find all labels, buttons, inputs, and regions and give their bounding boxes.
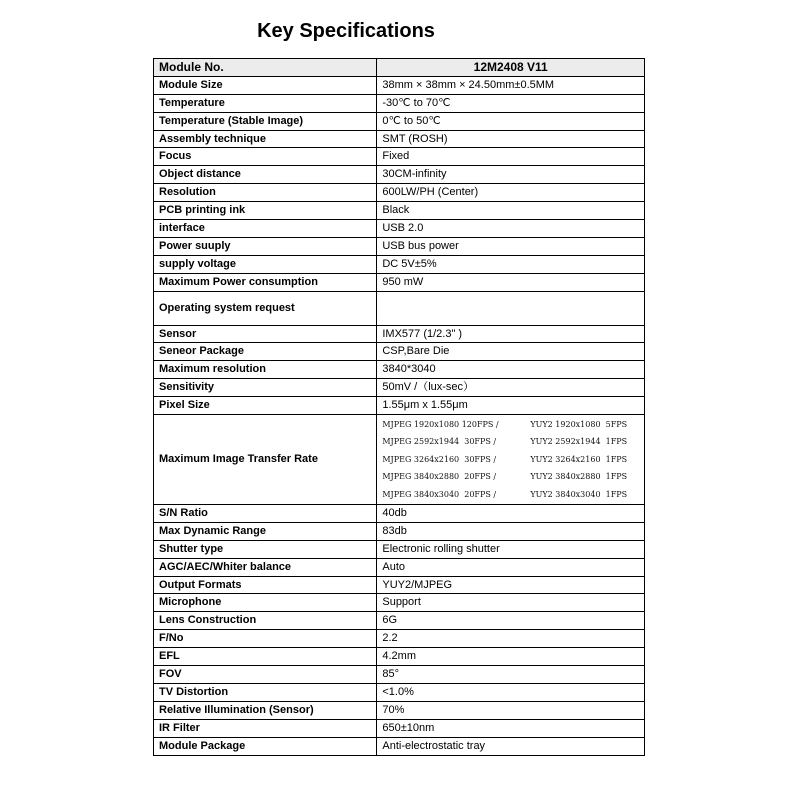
spec-value: 950 mW [377, 273, 645, 291]
table-row [154, 397, 645, 415]
table-row [154, 273, 645, 291]
spec-value: 650±10nm [377, 719, 645, 737]
spec-value: <1.0% [377, 683, 645, 701]
list-item [382, 433, 644, 451]
table-row [154, 130, 645, 148]
spec-label: Object distance [154, 166, 377, 184]
spec-label: Resolution [154, 184, 377, 202]
spec-label: supply voltage [154, 255, 377, 273]
table-row [154, 325, 645, 343]
spec-label: Lens Construction [154, 612, 377, 630]
table-row [154, 666, 645, 684]
table-header-row [154, 59, 645, 77]
spec-value: 40db [377, 505, 645, 523]
spec-label: Maximum resolution [154, 361, 377, 379]
table-row [154, 630, 645, 648]
spec-label: TV Distortion [154, 683, 377, 701]
spec-value: 1.55μm x 1.55μm [377, 397, 645, 415]
spec-value: 83db [377, 522, 645, 540]
spec-value: -30℃ to 70℃ [377, 94, 645, 112]
table-row [154, 540, 645, 558]
spec-value: Fixed [377, 148, 645, 166]
spec-label: EFL [154, 648, 377, 666]
spec-value: Electronic rolling shutter [377, 540, 645, 558]
spec-value: 38mm × 38mm × 24.50mm±0.5MM [377, 76, 645, 94]
spec-value: 600LW/PH (Center) [377, 184, 645, 202]
spec-label: Relative Illumination (Sensor) [154, 701, 377, 719]
table-row [154, 612, 645, 630]
spec-value: 6G [377, 612, 645, 630]
spec-label: Module Size [154, 76, 377, 94]
spec-value: Black [377, 202, 645, 220]
spec-value: IMX577 (1/2.3" ) [377, 325, 645, 343]
spec-value: CSP,Bare Die [377, 343, 645, 361]
spec-value: 30CM-infinity [377, 166, 645, 184]
mjpeg-rate: MJPEG 3840x3040 20FPS / [382, 489, 497, 499]
table-row [154, 648, 645, 666]
table-row [154, 719, 645, 737]
table-row [154, 148, 645, 166]
spec-label: Temperature (Stable Image) [154, 112, 377, 130]
transfer-rate-list [382, 416, 644, 504]
table-row [154, 184, 645, 202]
spec-label: FOV [154, 666, 377, 684]
page-title: Key Specifications [257, 20, 435, 42]
table-row [154, 361, 645, 379]
table-row [154, 576, 645, 594]
spec-value: YUY2/MJPEG [377, 576, 645, 594]
spec-value: 70% [377, 701, 645, 719]
list-item [382, 486, 644, 504]
table-row [154, 255, 645, 273]
spec-value: SMT (ROSH) [377, 130, 645, 148]
mjpeg-rate: MJPEG 3840x2880 20FPS / [382, 472, 497, 482]
table-row [154, 291, 645, 325]
table-row [154, 558, 645, 576]
spec-label: Seneor Package [154, 343, 377, 361]
list-item [382, 451, 644, 469]
spec-value: DC 5V±5% [377, 255, 645, 273]
table-row [154, 202, 645, 220]
spec-label: Operating system request [154, 291, 377, 325]
list-item [382, 468, 644, 486]
spec-value: 3840*3040 [377, 361, 645, 379]
spec-label: Max Dynamic Range [154, 522, 377, 540]
spec-value: Support [377, 594, 645, 612]
table-row [154, 76, 645, 94]
spec-value: 2.2 [377, 630, 645, 648]
spec-value [377, 291, 645, 325]
spec-label: IR Filter [154, 719, 377, 737]
spec-label: Microphone [154, 594, 377, 612]
spec-label: Maximum Image Transfer Rate [154, 415, 377, 505]
yuy2-rate: YUY2 3840x2880 1FPS [530, 472, 628, 482]
yuy2-rate: YUY2 2592x1944 1FPS [530, 437, 628, 447]
spec-label: Output Formats [154, 576, 377, 594]
table-row [154, 94, 645, 112]
table-row [154, 220, 645, 238]
spec-label: Pixel Size [154, 397, 377, 415]
spec-label: F/No [154, 630, 377, 648]
spec-value: Auto [377, 558, 645, 576]
mjpeg-rate: MJPEG 2592x1944 30FPS / [382, 437, 497, 447]
spec-value: USB 2.0 [377, 220, 645, 238]
spec-label: Module No. [154, 59, 377, 77]
spec-label: Focus [154, 148, 377, 166]
table-row [154, 237, 645, 255]
spec-label: Temperature [154, 94, 377, 112]
yuy2-rate: YUY2 3840x3040 1FPS [530, 489, 628, 499]
spec-value: Anti-electrostatic tray [377, 737, 645, 755]
table-row [154, 415, 645, 505]
yuy2-rate: YUY2 1920x1080 5FPS [530, 419, 628, 429]
spec-value: USB bus power [377, 237, 645, 255]
table-row [154, 737, 645, 755]
spec-label: Assembly technique [154, 130, 377, 148]
spec-label: interface [154, 220, 377, 238]
spec-value: 85° [377, 666, 645, 684]
table-row [154, 683, 645, 701]
spec-label: PCB printing ink [154, 202, 377, 220]
yuy2-rate: YUY2 3264x2160 1FPS [530, 454, 628, 464]
mjpeg-rate: MJPEG 1920x1080 120FPS / [382, 419, 499, 429]
spec-label: Maximum Power consumption [154, 273, 377, 291]
table-row [154, 166, 645, 184]
spec-value: 12M2408 V11 [377, 59, 645, 77]
table-row [154, 343, 645, 361]
spec-label: Power suuply [154, 237, 377, 255]
spec-label: AGC/AEC/Whiter balance [154, 558, 377, 576]
mjpeg-rate: MJPEG 3264x2160 30FPS / [382, 454, 497, 464]
spec-value [377, 415, 645, 505]
spec-value: 4.2mm [377, 648, 645, 666]
table-row [154, 112, 645, 130]
spec-label: Module Package [154, 737, 377, 755]
spec-label: S/N Ratio [154, 505, 377, 523]
table-row [154, 522, 645, 540]
table-row [154, 379, 645, 397]
spec-label: Sensitivity [154, 379, 377, 397]
table-row [154, 505, 645, 523]
spec-table [153, 58, 645, 756]
list-item [382, 416, 644, 434]
spec-label: Sensor [154, 325, 377, 343]
spec-value: 50mV /（lux-sec） [377, 379, 645, 397]
spec-label: Shutter type [154, 540, 377, 558]
spec-value: 0℃ to 50℃ [377, 112, 645, 130]
table-row [154, 701, 645, 719]
table-row [154, 594, 645, 612]
